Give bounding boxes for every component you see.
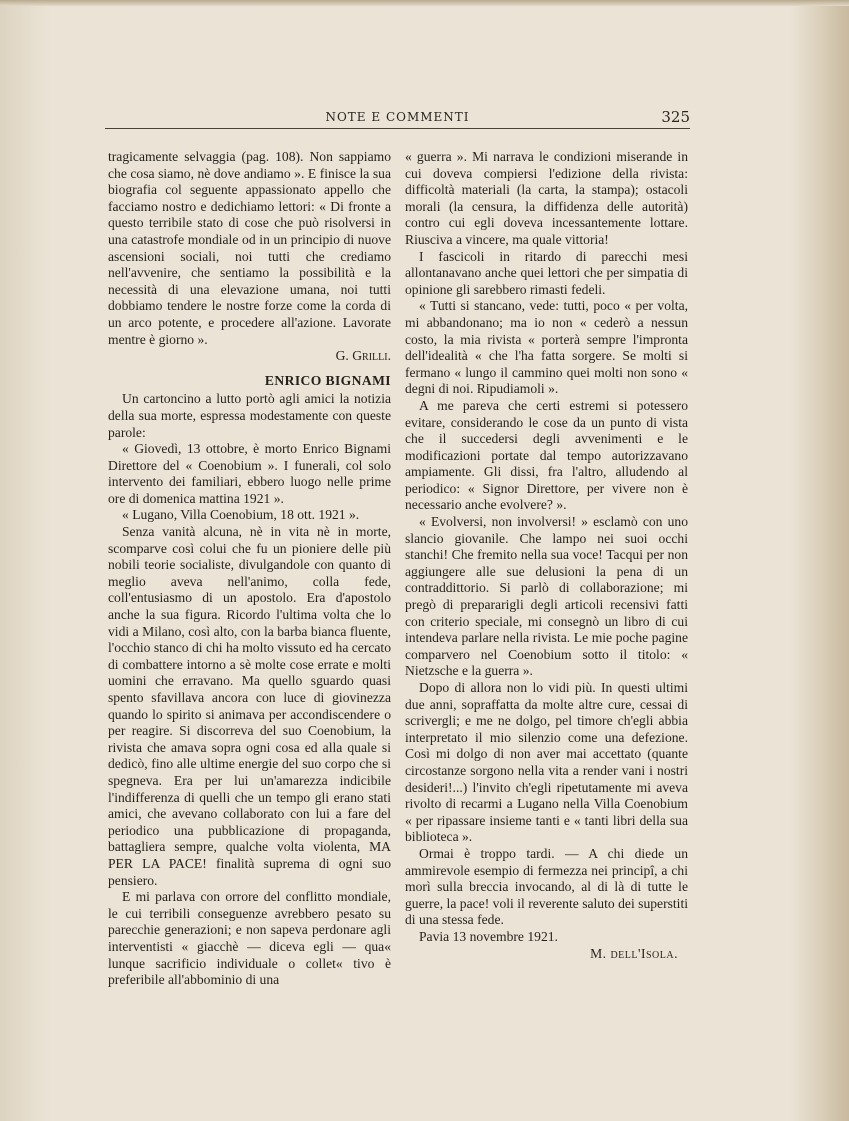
left-column (108, 149, 391, 989)
signature-grilli: G. Grilli. (335, 348, 391, 364)
paragraph: « Lugano, Villa Coenobium, 18 ott. 1921 ». (122, 507, 360, 523)
header-rule (105, 128, 690, 129)
running-title: NOTE E COMMENTI (325, 110, 470, 124)
right-column (405, 149, 688, 962)
page-top-edge (0, 0, 849, 6)
signature-dell-isola: M. dell'Isola. (590, 945, 678, 961)
paragraph: tragicamente selvaggia (pag. 108). Non sappiamo che cosa siamo, nè dove andiamo ». E finisce la sua biografia col seguente appassionato appello che facciamo nostro e dedichiamo lettori: « Di fronte a questo terribile stato di cose che può risolversi in una catastrofe mondiale od in un principio di nuove ascensioni sociali, noi tutti che crediamo nell'avvenire, che sentiamo la possibilità e la necessità di una elevazione umana, noi tutti dobbiamo tendere le nostre forze come la corda di un arco potente, e procedere all'azione. Lavorate mentre è giorno ». (108, 149, 391, 347)
date-line: Pavia 13 novembre 1921. (419, 928, 558, 944)
paragraph: « Tutti si stancano, vede: tutti, poco « per volta, mi abbandonano; ma io non « cederò a nessun costo, la mia rivista « porterà sempre l'impronta dell'idealità « che l'ha fatta sorgere. Se molti si fermano « lungo il cammino quei molti non sono « degni di noi. Ripudiamoli ». (405, 298, 688, 397)
paragraph: I fascicoli in ritardo di parecchi mesi allontanavano anche quei lettori che per simpatia di opinione gli sarebbero rimasti fedeli. (405, 248, 688, 297)
page-number: 325 (661, 108, 690, 126)
paragraph: E mi parlava con orrore del conflitto mondiale, le cui terribili conseguenze avrebbero pesato su parecchie generazioni; e non sapeva perdonare agli interventisti « giacchè — diceva egli — qua« lunque sacrificio individuale o collet« tivo è preferibile all'abbominio di una (108, 889, 391, 988)
paragraph: Senza vanità alcuna, nè in vita nè in morte, scomparve così colui che fu un pioniere delle più nobili teorie socialiste, divulgandole con quanto di meglio aveva nell'animo, colla fede, coll'entusiasmo di un apostolo. Era d'apostolo anche la sua figura. Ricordo l'ultima volta che lo vidi a Milano, così alto, con la barba bianca fluente, l'occhio stanco di chi ha molto vissuto ed ha cercato di combattere intorno a sè molte cose errate e molti uomini che erravano. Ma quello sguardo quasi spento sfavillava ancora con luce di giovinezza quando lo spirito si animava per accondiscendere o per reagire. Si discorreva del suo Coenobium, la rivista che amava sopra ogni cosa ed alla quale si dedicò, fino alle ultime energie del suo corpo che si spegneva. Era per lui un'amarezza indicibile l'indifferenza di quelli che un tempo gli erano stati amici, che avevano collaborato con lui a fare del periodico una pubblicazione di propaganda, battagliera sempre, qualche volta violenta, MA PER LA PACE! finalità suprema di ogni suo pensiero. (108, 524, 391, 888)
paragraph: Ormai è troppo tardi. — A chi diede un ammirevole esempio di fermezza nei principî, a chi morì sulla breccia invocando, al di là di tutte le guerre, la pace! voli il reverente saluto dei superstiti di una stessa fede. (405, 845, 688, 928)
paragraph: Dopo di allora non lo vidi più. In questi ultimi due anni, sopraffatta da molte altre cure, cessai di scrivergli; e me ne dolgo, pel timore ch'egli abbia interpretato il mio silenzio come una defezione. Così mi dolgo di non aver mai accettato (quante circostanze sorgono nella vita a render vani i nostri desideri!...) l'invito ch'egli ripetutamente mi aveva rivolto di recarmi a Lugano nella Villa Coenobium « per ripassare insieme tanti e « tanti libri della sua biblioteca ». (405, 680, 688, 845)
paragraph: « guerra ». Mi narrava le condizioni miserande in cui doveva compiersi l'edizione della rivista: difficoltà materiali (la carta, la stampa); ostacoli morali (la censura, la diffidenza delle autorità) contro cui egli doveva incessantemente lottare. Riusciva a vincere, ma quale vittoria! (405, 149, 688, 247)
section-title: ENRICO BIGNAMI (264, 372, 391, 388)
paragraph: « Evolversi, non involversi! » esclamò con uno slancio giovanile. Che lampo nei suoi occhi stanchi! Che fremito nella sua voce! Tacqui per non aggiungere alle sue delusioni la pena di un contraddittorio. Si parlò di collaborazione; mi pregò di prepararigli degli articoli recensivi fatti con criterio speciale, mi consegnò un libro di cui intendeva parlare nella rivista. Le mie poche pagine comparvero nel Coenobium sotto il titolo: « Nietzsche e la guerra ». (405, 514, 688, 679)
paragraph: Un cartoncino a lutto portò agli amici la notizia della sua morte, espressa modestamente con queste parole: (108, 391, 391, 440)
paragraph: « Giovedì, 13 ottobre, è morto Enrico Bignami Direttore del « Coenobium ». I funerali, col solo intervento dei familiari, ebbero luogo nelle prime ore di domenica mattina 1921 ». (108, 441, 391, 506)
running-header (105, 110, 690, 128)
paragraph: A me pareva che certi estremi si potessero evitare, considerando le cose da un punto di vista che il succedersi degli avvenimenti e le modificazioni portate dal tempo autorizzavano ampiamente. Gli dissi, fra l'altro, alludendo al periodico: « Signor Direttore, per vivere non è necessario anche evolvere? ». (405, 397, 688, 513)
